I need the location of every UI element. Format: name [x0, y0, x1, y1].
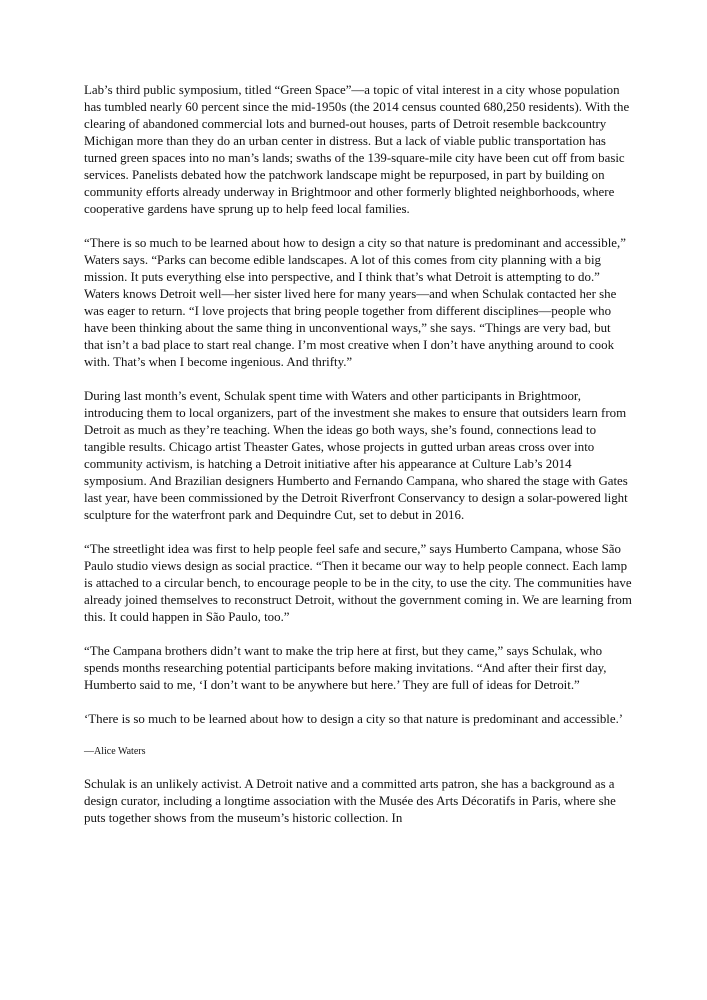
paragraph-schulak-activist: Schulak is an unlikely activist. A Detroit native and a committed arts patron, she has a background as a design curator, including a longtime association with the Musée des Arts Décoratifs in Paris, where she puts together shows from the museum’s historic collection. In: [84, 777, 616, 825]
paragraph-green-space-symposium: Lab’s third public symposium, titled “Green Space”—a topic of vital interest in a city whose population has tumbled nearly 60 percent since the mid-1950s (the 2014 census counted 680,250 residents). With the clearing of abandoned commercial lots and burned-out houses, parts of Detroit resemble backcountry Michigan more than they do an urban center in distress. But a lack of viable public transportation has turned green spaces into no man’s lands; swaths of the 139-square-mile city have been cut off from basic services. Panelists debated how the patchwork landscape might be repurposed, in part by building on community efforts already underway in Brightmoor and other formerly blighted neighborhoods, where cooperative gardens have sprung up to help feed local families.: [84, 83, 630, 216]
pull-quote-attribution: —Alice Waters: [84, 746, 146, 757]
paragraph-campana-brothers: “The Campana brothers didn’t want to make the trip here at first, but they came,” says Schulak, who spends months researching potential participants before making invitations. “And after their first day, Humberto said to me, ‘I don’t want to be anywhere but here.’ They are full of ideas for Detroit.”: [84, 644, 607, 692]
pull-quote: ‘There is so much to be learned about how to design a city so that nature is predominant and accessible.’: [84, 712, 624, 726]
paragraph-brightmoor-event: During last month’s event, Schulak spent time with Waters and other participants in Brightmoor, introducing them to local organizers, part of the investment she makes to ensure that outsiders learn from Detroit as much as they’re teaching. When the ideas go both ways, she’s found, connections lead to tangible results. Chicago artist Theaster Gates, whose projects in gutted urban areas cross over into community activism, is hatching a Detroit initiative after his appearance at Culture Lab’s 2014 symposium. And Brazilian designers Humberto and Fernando Campana, who shared the stage with Gates last year, have been commissioned by the Detroit Riverfront Conservancy to design a solar-powered light sculpture for the waterfront park and Dequindre Cut, set to debut in 2016.: [84, 389, 628, 522]
paragraph-waters-quote: “There is so much to be learned about how to design a city so that nature is predominant and accessible,” Waters says. “Parks can become edible landscapes. A lot of this comes from city planning with a big mission. It puts everything else into perspective, and I think that’s what Detroit is attempting to do.” Waters knows Detroit well—her sister lived here for many years—and when Schulak contacted her she was eager to return. “I love projects that bring people together from different disciplines—people who have been thinking about the same thing in unconventional ways,” she says. “Things are very bad, but that isn’t a bad place to start real change. I’m most creative when I don’t have anything around to cook with. That’s when I become ingenious. And thrifty.”: [84, 236, 626, 369]
article-body: [84, 82, 632, 844]
paragraph-campana-streetlight: “The streetlight idea was first to help people feel safe and secure,” says Humberto Campana, whose São Paulo studio views design as social practice. “Then it became our way to help people connect. Each lamp is attached to a circular bench, to encourage people to be in the city, to use the city. The communities have already joined themselves to reconstruct Detroit, without the government coming in. We are learning from this. It could happen in São Paulo, too.”: [84, 542, 632, 624]
